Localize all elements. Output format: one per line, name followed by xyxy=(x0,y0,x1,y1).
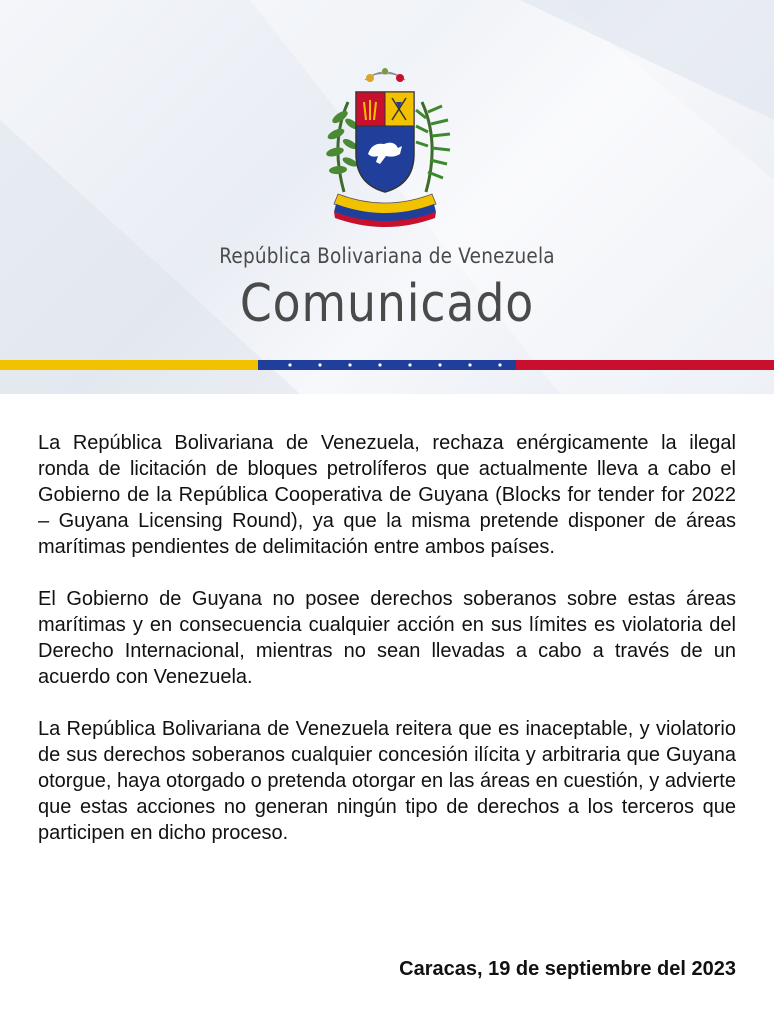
page-title: Comunicado xyxy=(239,274,535,334)
coat-of-arms-icon xyxy=(310,62,460,232)
paragraph-2: El Gobierno de Guyana no posee derechos soberanos sobre estas áreas marítimas y en consecuencia cualquier acción en sus límites es violatoria del Derecho Internacional, mientras no sean llevadas a cabo a través de un acuerdo con Venezuela. xyxy=(38,588,736,688)
paragraph-1: La República Bolivariana de Venezuela, rechaza enérgicamente la ilegal ronda de licitación de bloques petrolíferos que actualmente lleva a cabo el Gobierno de la República Cooperativa de Guyana (Blocks for tender for 2022 – Guyana Licensing Round), ya que la misma pretende disponer de áreas marítimas pendientes de delimitación entre ambos países. xyxy=(38,432,736,558)
republic-name: República Bolivariana de Venezuela xyxy=(219,244,555,268)
statement-body xyxy=(38,430,736,872)
header-banner xyxy=(0,0,774,394)
flag-stripe xyxy=(0,360,774,370)
paragraph-3: La República Bolivariana de Venezuela reitera que es inaceptable, y violatorio de sus derechos soberanos cualquier concesión ilícita y arbitraria que Guyana otorgue, haya otorgado o pretenda otorgar en las áreas en cuestión, y advierte que estas acciones no generan ningún tipo de derechos a los terceros que participen en dicho proceso. xyxy=(38,718,736,844)
place-and-date: Caracas, 19 de septiembre del 2023 xyxy=(399,958,736,980)
